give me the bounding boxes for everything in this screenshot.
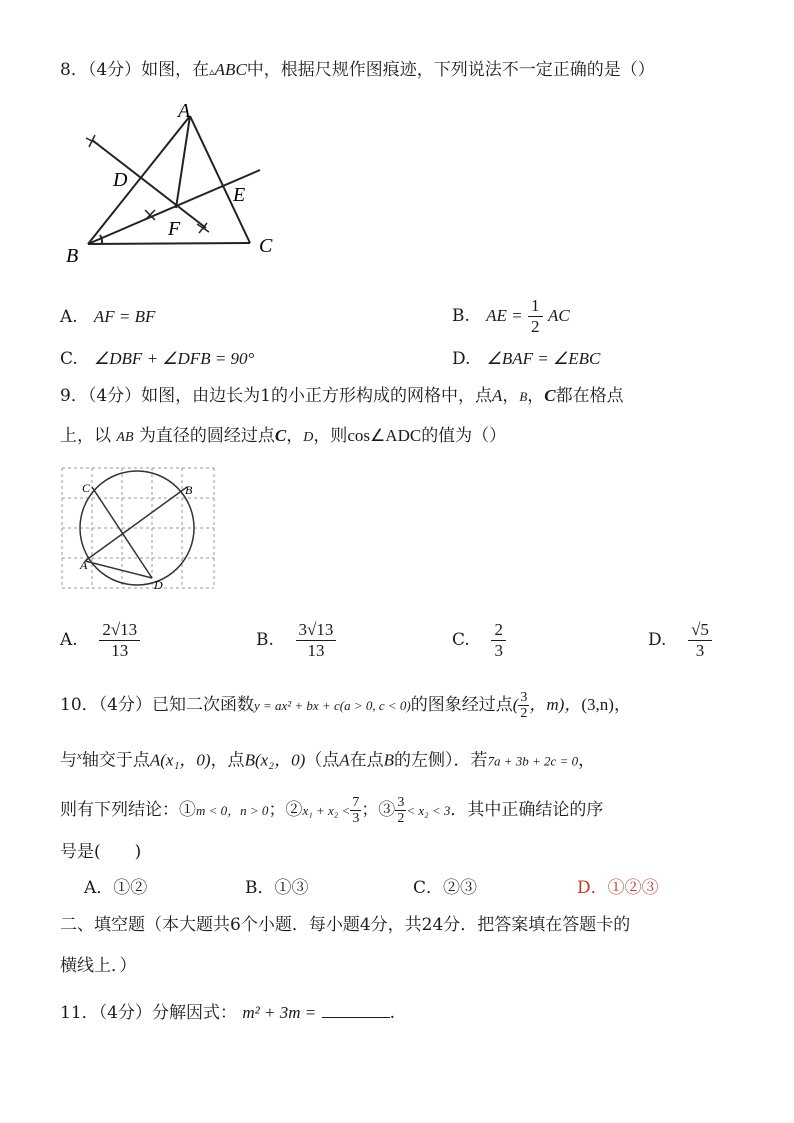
q9-figure xyxy=(60,466,220,592)
section-2-heading: 二、填空题（本大题共6个小题．每小题4分，共24分．把答案填在答题卡的 xyxy=(60,915,631,935)
q10-stem-line3: 则有下列结论：①m < 0，n > 0；②x₁ + x₂ < $\frac{7}{3}$ ；③ $\frac{3}{2}$ < x₂ < 3．其中正确结论的序 xyxy=(60,795,604,826)
q10-stem-line4: 号是( ) xyxy=(60,842,142,862)
q9-stem-line2: 上，以 AB 为直径的圆经过点C，D，则cos∠ADC的值为（） xyxy=(60,426,507,446)
q10-stem-line1: 10．（4分）已知二次函数y = ax² + bx + c(a > 0, c < 0)的图象经过点( $\frac{3}{2}$ ，m)，(3,n)， xyxy=(60,690,631,721)
label-c: C xyxy=(82,481,91,495)
q9-option-a: A. $\frac{2√13}{13}$ xyxy=(60,620,140,661)
q8-option-b: B. AE = $\frac{1}{2}$ AC xyxy=(452,296,570,336)
q8-option-d: D. ∠BAF = ∠EBC xyxy=(452,349,601,369)
q10-option-d: D．①②③ xyxy=(577,878,659,898)
section-2-heading-cont: 横线上．） xyxy=(60,956,137,976)
q9-option-b: B. $\frac{3√13}{13}$ xyxy=(256,620,336,661)
q10-option-c: C．②③ xyxy=(413,878,478,898)
label-b: B xyxy=(185,483,193,497)
answer-blank[interactable] xyxy=(322,999,390,1018)
q11-stem: 11．（4分）分解因式： m² + 3m = . xyxy=(60,999,395,1025)
q8-figure xyxy=(60,100,290,270)
label-e: E xyxy=(233,184,246,206)
q10-option-a: A．①② xyxy=(84,878,148,898)
label-f: F xyxy=(168,218,181,240)
q8-stem: 8．（4分）如图，在▵ABC中，根据尺规作图痕迹，下列说法不一定正确的是（） xyxy=(60,60,655,80)
label-b: B xyxy=(66,245,79,267)
side-ac xyxy=(190,116,250,243)
q10-stem-line2: 与$^x$轴交于点A(x₁，0)，点B(x₂，0)（点A在点B的左侧）．若7a + 3b + 2c = 0， xyxy=(60,750,596,771)
q8-option-a: A. AF = BF xyxy=(60,307,156,327)
q9-option-c: C. $\frac{2}{3}$ xyxy=(452,620,506,661)
fraction: $\frac{1}{2}$ xyxy=(528,296,543,337)
q10-option-b: B．①③ xyxy=(245,878,309,898)
q9-option-d: D. $\frac{√5}{3}$ xyxy=(648,620,712,661)
label-d: D xyxy=(154,578,163,592)
side-bc xyxy=(88,243,250,244)
label-d: D xyxy=(113,169,128,191)
q9-stem-line1: 9．（4分）如图，由边长为1的小正方形构成的网格中，点A，B，C都在格点 xyxy=(60,386,624,406)
q8-option-c: C. ∠DBF + ∠DFB = 90° xyxy=(60,349,255,369)
arc-mark-1 xyxy=(86,135,98,147)
label-a: A xyxy=(178,100,191,122)
label-c: C xyxy=(259,235,273,257)
label-a: A xyxy=(80,558,88,572)
